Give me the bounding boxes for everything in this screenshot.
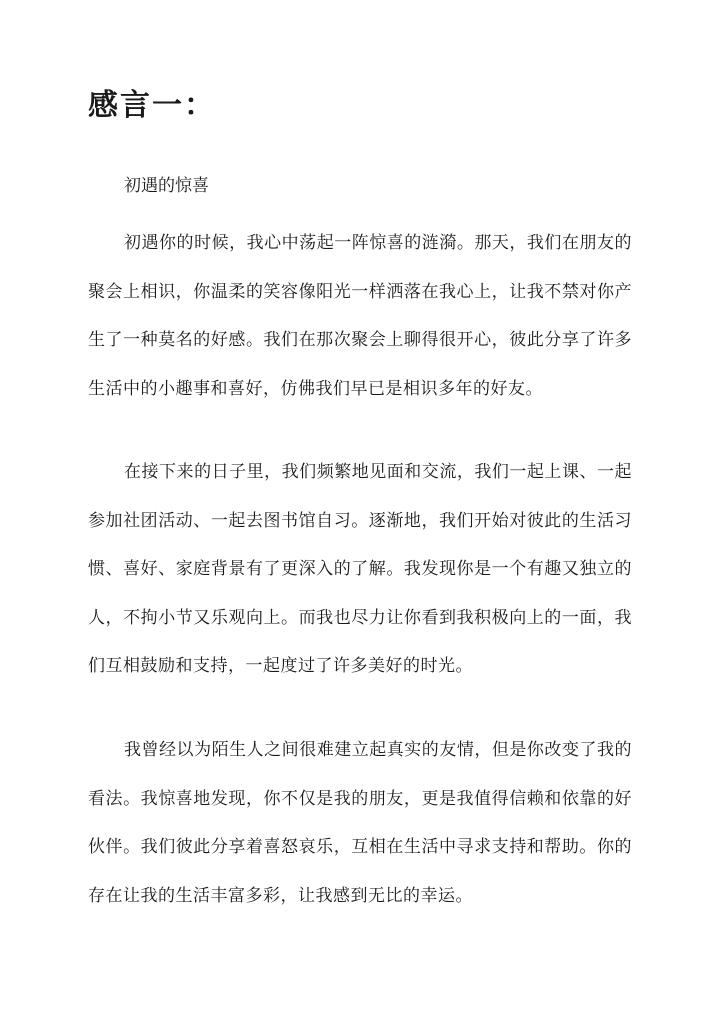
paragraph-2: 在接下来的日子里，我们频繁地见面和交流，我们一起上课、一起参加社团活动、一起去图书馆自习。逐渐地，我们开始对彼此的生活习惯、喜好、家庭背景有了更深入的了解。我发现你是一个有趣又独立的人，不拘小节又乐观向上。而我也尽力让你看到我积极向上的一面，我们互相鼓励和支持，一起度过了许多美好的时光。 xyxy=(88,462,632,677)
paragraph-1: 初遇你的时候，我心中荡起一阵惊喜的涟漪。那天，我们在朋友的聚会上相识，你温柔的笑容像阳光一样洒落在我心上，让我不禁对你产生了一种莫名的好感。我们在那次聚会上聊得很开心，彼此分享了许多生活中的小趣事和喜好，仿佛我们早已是相识多年的好友。 xyxy=(88,233,632,399)
section-subtitle: 初遇的惊喜 xyxy=(124,176,209,196)
page-title: 感言一： xyxy=(88,88,216,123)
paragraph-3: 我曾经以为陌生人之间很难建立起真实的友情，但是你改变了我的看法。我惊喜地发现，你不仅是我的朋友，更是我值得信赖和依靠的好伙伴。我们彼此分享着喜怒哀乐，互相在生活中寻求支持和帮助。你的存在让我的生活丰富多彩，让我感到无比的幸运。 xyxy=(88,740,632,906)
